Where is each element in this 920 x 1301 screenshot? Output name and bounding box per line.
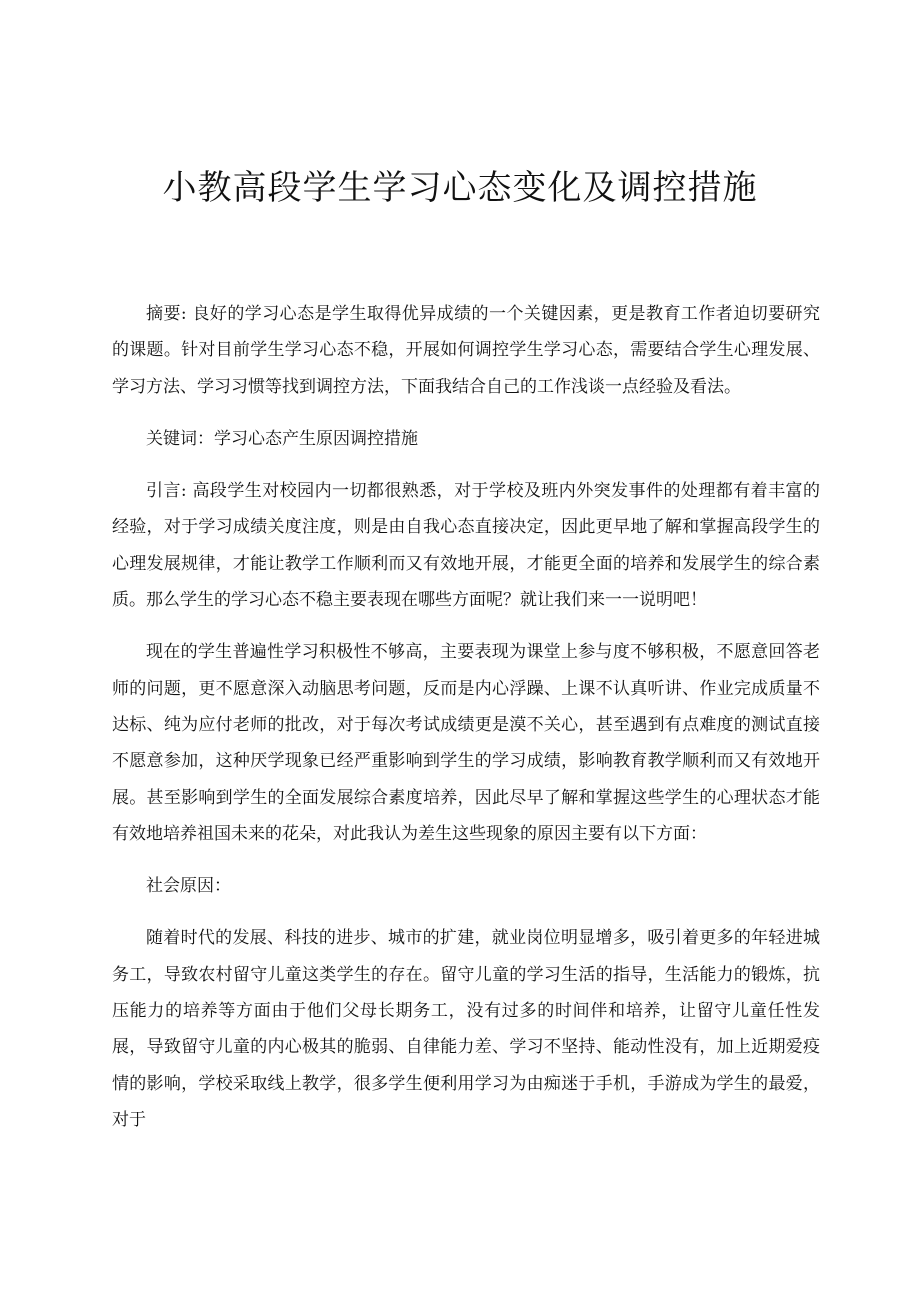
- body-paragraph: 随着时代的发展、科技的进步、城市的扩建，就业岗位明显增多，吸引着更多的年轻进城务工，导致农村留守儿童这类学生的存在。留守儿童的学习生活的指导，生活能力的锻炼，抗压能力的培养等方面由于他们父母长期务工，没有过多的时间伴和培养，让留守儿童任性发展，导致留守儿童的内心极其的脆弱、自律能力差、学习不坚持、能动性没有，加上近期爱疫情的影响，学校采取线上教学，很多学生便利用学习为由痴迷于手机，手游成为学生的最爱，对于: [112, 928, 820, 1130]
- document-body: [112, 296, 820, 1154]
- body-paragraph: 现在的学生普遍性学习积极性不够高，主要表现为课堂上参与度不够积极，不愿意回答老师的问题，更不愿意深入动脑思考问题，反而是内心浮躁、上课不认真听讲、作业完成质量不达标、纯为应付老师的批改，对于每次考试成绩更是漠不关心，甚至遇到有点难度的测试直接不愿意参加，这种厌学现象已经严重影响到学生的学习成绩，影响教育教学顺利而又有效地开展。甚至影响到学生的全面发展综合素度培养，因此尽早了解和掌握这些学生的心理状态才能有效地培养祖国未来的花朵，对此我认为差生这些现象的原因主要有以下方面：: [112, 642, 820, 844]
- abstract-paragraph: 摘要: 良好的学习心态是学生取得优异成绩的一个关键因素，更是教育工作者迫切要研究的课题。针对目前学生学习心态不稳，开展如何调控学生学习心态，需要结合学生心理发展、学习方法、学习习惯等找到调控方法，下面我结合自己的工作浅谈一点经验及看法。: [112, 304, 820, 397]
- introduction-paragraph: 引言: 高段学生对校园内一切都很熟悉，对于学校及班内外突发事件的处理都有着丰富的经验，对于学习成绩关度注度，则是由自我心态直接决定，因此更早地了解和掌握高段学生的心理发展规律，才能让教学工作顺利而又有效地开展，才能更全面的培养和发展学生的综合素质。那么学生的学习心态不稳主要表现在哪些方面呢？就让我们来一一说明吧！: [112, 481, 820, 611]
- keywords-paragraph: 关键词：学习心态产生原因调控措施: [146, 428, 418, 449]
- section-heading-social-causes: 社会原因：: [146, 876, 231, 897]
- document-title: 小教高段学生学习心态变化及调控措施: [162, 168, 758, 208]
